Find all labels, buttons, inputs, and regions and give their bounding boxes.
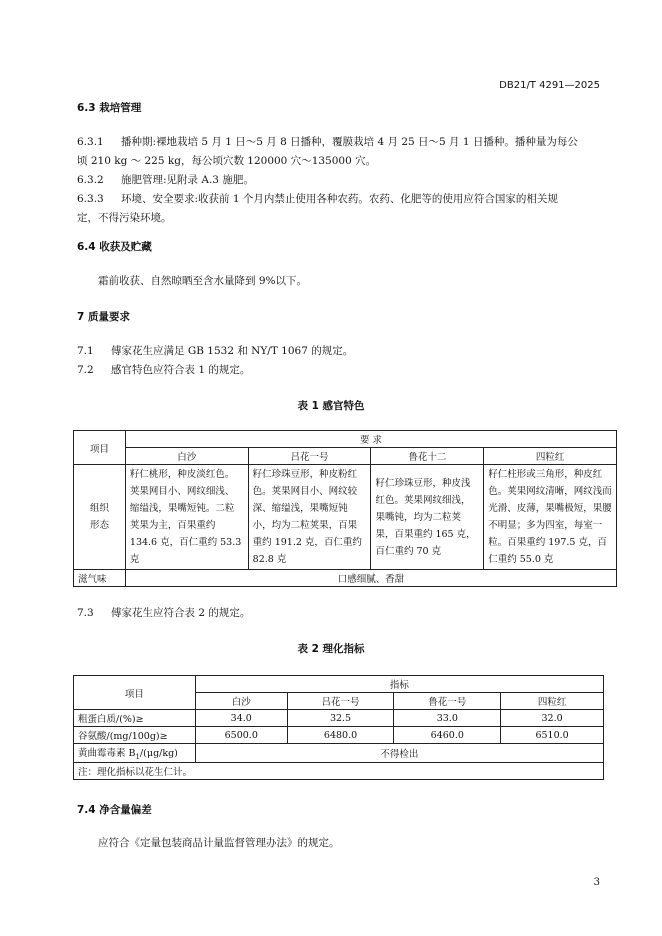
variety-header: 白沙 (195, 693, 287, 710)
table2-caption: 表 2 理化指标 (297, 643, 365, 655)
row-label: 粗蛋白质/(%)≥ (74, 710, 196, 727)
clause-text: 傅家花生应符合表 2 的规定。 (111, 607, 251, 619)
clause-text: 顷 210 kg ～ 225 kg，每公顷穴数 120000 穴～135000 穴。 (77, 155, 377, 167)
section-6-3-1 (77, 133, 605, 228)
table-row (74, 727, 604, 744)
shape-cell: 籽仁珍珠豆形，种皮粉红色。荚果网目小、网纹较深、缩缢浅，果嘴短钝小，均为二粒荚果，百果重约 191.2 克，百仁重约 82.8 克 (248, 465, 371, 570)
value-cell: 不得检出 (195, 744, 603, 763)
clause-number: 6.3.1 (77, 136, 104, 148)
value-cell: 6460.0 (394, 727, 501, 744)
value-cell: 33.0 (394, 710, 501, 727)
variety-header: 吕花一号 (248, 448, 371, 465)
value-cell: 6480.0 (287, 727, 394, 744)
shape-cell: 籽仁柱形或三角形，种皮红色。荚果网纹清晰，网纹浅而光滑、皮薄，果嘴极短，果腰不明显；多为四室，每室一粒。百果重约 197.5 克，百仁重约 55.0 克 (484, 465, 617, 570)
clause-number: 7.1 (77, 345, 94, 357)
shape-cell: 籽仁桃形，种皮淡红色。荚果网目小、网纹细浅、缩缢浅，果嘴短钝。二粒荚果为主，百果重约 134.6 克，百仁重约 53.3 克 (125, 465, 248, 570)
sensory-table (73, 430, 617, 587)
standard-code: DB21/T 4291—2025 (499, 80, 600, 91)
clause-text: 播种期:裸地栽培 5 月 1 日～5 月 8 日播种，覆膜栽培 4 月 25 日～5 月 1 日播种。播种量为每公 (121, 136, 578, 148)
table-note: 注：理化指标以花生仁计。 (74, 762, 604, 779)
clause-number: 6.3.3 (77, 193, 104, 205)
row-label: 黄曲霉毒素 $B_1/(\mu g/kg)$ (74, 744, 196, 763)
section-7-3 (77, 604, 605, 623)
taste-cell: 口感细腻、香甜 (125, 570, 616, 587)
row-label: 谷氨酸/(mg/100g)≥ (74, 727, 196, 744)
clause-number: 7.2 (77, 364, 94, 376)
value-cell: 32.5 (287, 710, 394, 727)
clause-text: 环境、安全要求:收获前 1 个月内禁止使用各种农药。农药、化肥等的使用应符合国家的相关规 (121, 193, 558, 205)
variety-header: 白沙 (125, 448, 248, 465)
shape-cell: 籽仁珍珠豆形，种皮浅红色。荚果网纹细浅，果嘴钝，均为二粒荚果，百果重约 165 克，百仁重约 70 克 (371, 465, 484, 570)
section-7-4-title: 7.4 净含量偏差 (77, 804, 152, 816)
table1-caption: 表 1 感官特色 (297, 400, 365, 412)
section-6-4-text: 霜前收获、自然晾晒至含水量降到 9%以下。 (98, 275, 307, 287)
variety-header: 吕花一号 (287, 693, 394, 710)
page-number: 3 (593, 877, 600, 888)
table-row (74, 744, 604, 763)
clause-text: 感官特色应符合表 1 的规定。 (111, 364, 251, 376)
table-row (74, 710, 604, 727)
item-header: 项目 (74, 431, 126, 465)
value-cell: 6500.0 (195, 727, 287, 744)
value-cell: 6510.0 (501, 727, 604, 744)
clause-number: 6.3.2 (77, 174, 104, 186)
variety-header: 鲁花一号 (394, 693, 501, 710)
clause-number: 7.3 (77, 607, 94, 619)
section-7-4-text: 应符合《定量包装商品计量监督管理办法》的规定。 (98, 837, 340, 849)
clause-text: 傅家花生应满足 GB 1532 和 NY/T 1067 的规定。 (111, 345, 354, 357)
variety-header: 四粒红 (501, 693, 604, 710)
variety-header: 鲁花十二 (371, 448, 484, 465)
taste-label: 滋气味 (74, 570, 126, 587)
value-cell: 32.0 (501, 710, 604, 727)
index-header: 指标 (195, 676, 603, 693)
section-7-title: 7 质量要求 (77, 311, 130, 323)
variety-header: 四粒红 (484, 448, 617, 465)
section-6-4-title: 6.4 收获及贮藏 (77, 241, 152, 253)
clause-text: 施肥管理:见附录 A.3 施肥。 (121, 174, 254, 186)
physicochemical-table (73, 675, 604, 780)
section-6-3-title: 6.3 栽培管理 (77, 102, 142, 114)
value-cell: 34.0 (195, 710, 287, 727)
requirement-header: 要 求 (125, 431, 616, 448)
shape-label: 组织 形态 (74, 465, 126, 570)
clause-text: 定，不得污染环境。 (77, 212, 172, 224)
section-7-1-2 (77, 342, 605, 380)
item-header: 项目 (74, 676, 196, 710)
